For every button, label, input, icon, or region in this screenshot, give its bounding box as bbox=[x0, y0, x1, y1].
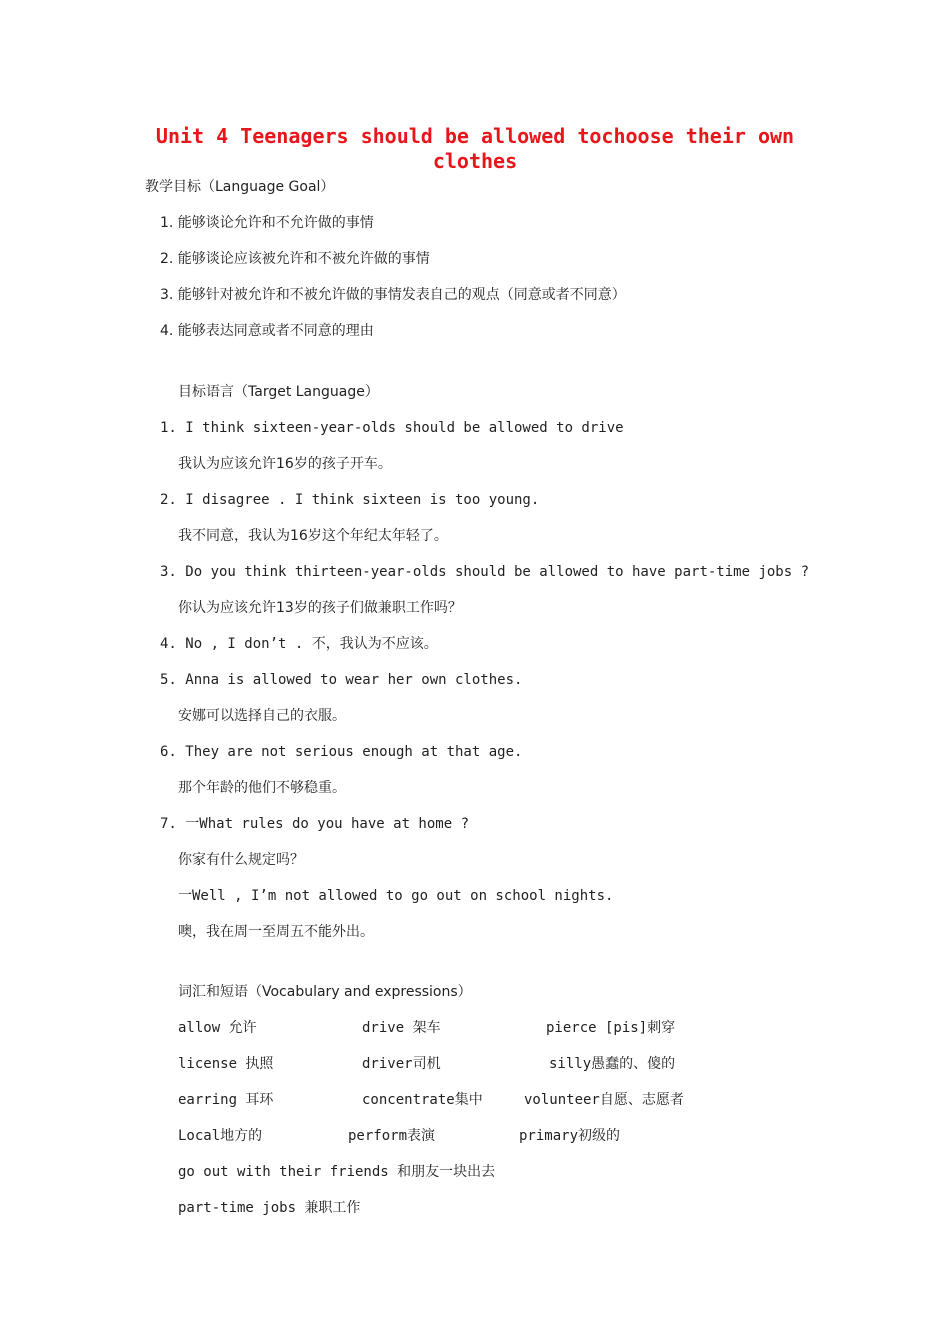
vocab-entry: driver司机 bbox=[362, 1056, 441, 1072]
phrase-entry: go out with their friends 和朋友一块出去 bbox=[178, 1164, 496, 1180]
target-sentence-cn: 你认为应该允许13岁的孩子们做兼职工作吗？ bbox=[178, 600, 462, 616]
vocab-entry: silly愚蠢的、傻的 bbox=[549, 1056, 676, 1072]
vocab-entry: earring 耳环 bbox=[178, 1092, 274, 1108]
language-goal-item: 1. 能够谈论允许和不允许做的事情 bbox=[160, 215, 374, 231]
target-sentence-en: 3. Do you think thirteen-year-olds should be allowed to have part-time jobs ? bbox=[160, 564, 810, 580]
vocab-entry: drive 架车 bbox=[362, 1020, 441, 1036]
target-sentence-cn: 你家有什么规定吗？ bbox=[178, 852, 304, 868]
vocab-entry: concentrate集中 bbox=[362, 1092, 483, 1108]
target-sentence-en: 4. No , I don’t . 不，我认为不应该。 bbox=[160, 636, 438, 652]
target-sentence-cn: 我不同意，我认为16岁这个年纪太年轻了。 bbox=[178, 528, 448, 544]
vocabulary-heading: 词汇和短语（Vocabulary and expressions） bbox=[178, 984, 472, 1000]
vocab-entry: allow 允许 bbox=[178, 1020, 257, 1036]
language-goal-item: 3. 能够针对被允许和不被允许做的事情发表自己的观点（同意或者不同意） bbox=[160, 287, 626, 303]
target-sentence-en: 2. I disagree . I think sixteen is too young. bbox=[160, 492, 540, 508]
target-sentence-en: 6. They are not serious enough at that age. bbox=[160, 744, 523, 760]
vocab-entry: license 执照 bbox=[178, 1056, 274, 1072]
vocab-entry: pierce [pis]刺穿 bbox=[546, 1020, 676, 1036]
target-sentence-cn: 安娜可以选择自己的衣服。 bbox=[178, 708, 346, 724]
document-title: Unit 4 Teenagers should be allowed tochoose their own clothes bbox=[155, 124, 795, 173]
target-sentence-en: 一Well , I’m not allowed to go out on school nights. bbox=[178, 888, 614, 904]
vocab-entry: primary初级的 bbox=[519, 1128, 621, 1144]
phrase-entry: part-time jobs 兼职工作 bbox=[178, 1200, 361, 1216]
target-sentence-en: 7. 一What rules do you have at home ? bbox=[160, 816, 470, 832]
vocab-entry: volunteer自愿、志愿者 bbox=[524, 1092, 684, 1108]
language-goal-heading: 教学目标（Language Goal） bbox=[145, 179, 335, 195]
vocab-entry: perform表演 bbox=[348, 1128, 436, 1144]
target-sentence-en: 1. I think sixteen-year-olds should be allowed to drive bbox=[160, 420, 624, 436]
language-goal-item: 2. 能够谈论应该被允许和不被允许做的事情 bbox=[160, 251, 430, 267]
target-sentence-en: 5. Anna is allowed to wear her own clothes. bbox=[160, 672, 523, 688]
target-language-heading: 目标语言（Target Language） bbox=[178, 384, 379, 400]
target-sentence-cn: 那个年龄的他们不够稳重。 bbox=[178, 780, 346, 796]
target-sentence-cn: 我认为应该允许16岁的孩子开车。 bbox=[178, 456, 392, 472]
target-sentence-cn: 噢，我在周一至周五不能外出。 bbox=[178, 924, 374, 940]
language-goal-item: 4. 能够表达同意或者不同意的理由 bbox=[160, 323, 374, 339]
vocab-entry: Local地方的 bbox=[178, 1128, 263, 1144]
